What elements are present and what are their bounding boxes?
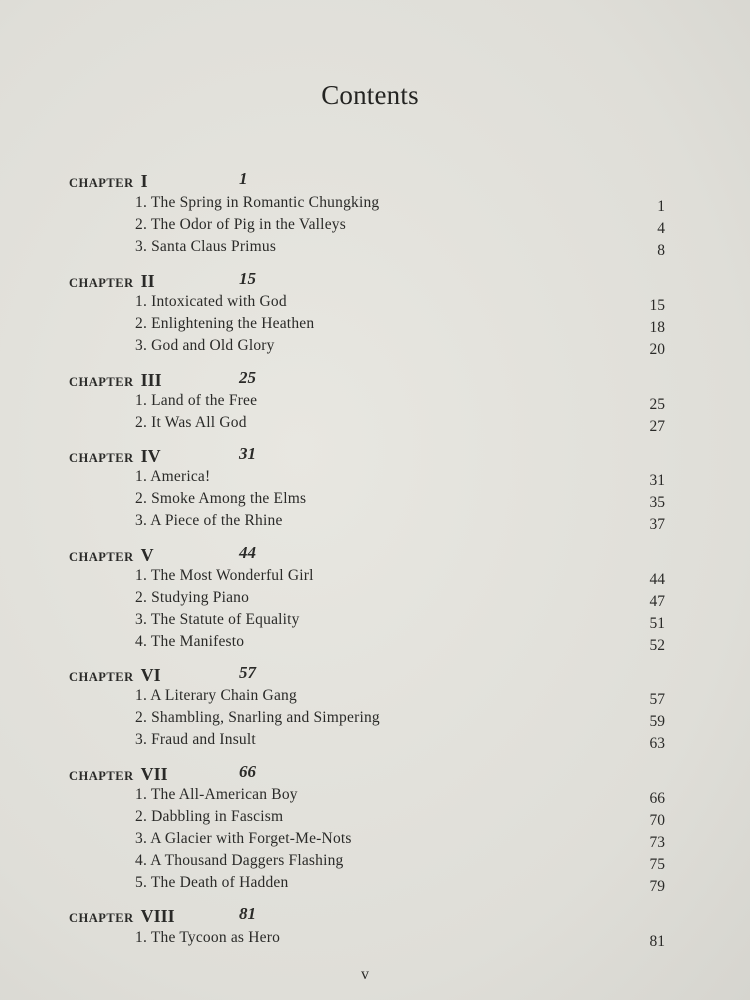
chapter-label: CHAPTER xyxy=(69,276,134,290)
entry-title: 3. A Glacier with Forget-Me-Nots xyxy=(135,830,352,847)
entry-title: 2. Dabbling in Fascism xyxy=(135,808,284,825)
toc-entry xyxy=(135,852,665,874)
entry-page: 57 xyxy=(649,691,665,708)
chapter-label: CHAPTER xyxy=(69,451,134,465)
toc-entry xyxy=(135,293,665,315)
chapter-page: 1 xyxy=(239,169,248,188)
page-title: Contents xyxy=(321,80,419,110)
toc-entry xyxy=(135,337,665,359)
entry-page: 75 xyxy=(649,856,665,873)
toc-entry xyxy=(135,929,665,951)
chapter-label: CHAPTER xyxy=(69,769,134,783)
toc-entry xyxy=(135,589,665,611)
entry-title: 3. A Piece of the Rhine xyxy=(135,512,283,529)
entry-page: 63 xyxy=(649,735,665,752)
entry-page: 31 xyxy=(649,472,665,489)
entry-page: 66 xyxy=(649,790,665,807)
toc-entry xyxy=(135,786,665,808)
chapter-label: CHAPTER xyxy=(69,375,134,389)
toc-entry xyxy=(135,567,665,589)
entry-page: 52 xyxy=(649,637,665,654)
entry-title: 3. The Statute of Equality xyxy=(135,611,300,628)
entry-page: 37 xyxy=(649,516,665,533)
chapter-numeral: VI xyxy=(140,665,161,685)
entry-title: 1. A Literary Chain Gang xyxy=(135,687,297,704)
entry-title: 4. The Manifesto xyxy=(135,633,245,650)
chapter-heading-1 xyxy=(69,171,389,195)
chapter-label: CHAPTER xyxy=(69,911,134,925)
chapter-page: 15 xyxy=(239,269,256,288)
entry-page: 59 xyxy=(649,713,665,730)
toc-entry xyxy=(135,731,665,753)
chapter-heading-3 xyxy=(69,370,389,394)
chapter-numeral: I xyxy=(140,171,148,191)
toc-entry xyxy=(135,633,665,655)
chapter-numeral: V xyxy=(140,545,154,565)
toc-entry xyxy=(135,874,665,896)
toc-entry xyxy=(135,216,665,238)
entry-title: 2. Enlightening the Heathen xyxy=(135,315,315,332)
entry-page: 25 xyxy=(649,396,665,413)
entry-page: 70 xyxy=(649,812,665,829)
entry-title: 1. The Spring in Romantic Chungking xyxy=(135,194,380,211)
toc-entry xyxy=(135,512,665,534)
chapter-label: CHAPTER xyxy=(69,176,134,190)
entry-title: 1. America! xyxy=(135,468,211,485)
toc-entry xyxy=(135,392,665,414)
chapter-numeral: IV xyxy=(140,446,161,466)
chapter-heading-2 xyxy=(69,271,389,295)
chapter-numeral: II xyxy=(140,271,155,291)
entry-page: 20 xyxy=(649,341,665,358)
chapter-numeral: VII xyxy=(140,764,168,784)
toc-entry xyxy=(135,709,665,731)
chapter-heading-8 xyxy=(69,906,389,930)
page-folio: v xyxy=(361,966,369,983)
entry-title: 2. Studying Piano xyxy=(135,589,250,606)
toc-entry xyxy=(135,808,665,830)
entry-page: 79 xyxy=(649,878,665,895)
entry-page: 1 xyxy=(657,198,665,215)
entry-page: 51 xyxy=(649,615,665,632)
chapter-heading-4 xyxy=(69,446,389,470)
toc-entry xyxy=(135,830,665,852)
chapter-page: 81 xyxy=(239,904,256,923)
entry-title: 3. Fraud and Insult xyxy=(135,731,256,748)
chapter-page: 25 xyxy=(239,368,256,387)
entry-page: 15 xyxy=(649,297,665,314)
toc-entry xyxy=(135,238,665,260)
toc-entry xyxy=(135,611,665,633)
toc-entry xyxy=(135,468,665,490)
entry-title: 1. The Most Wonderful Girl xyxy=(135,567,314,584)
toc-entry xyxy=(135,490,665,512)
entry-page: 8 xyxy=(657,242,665,259)
entry-title: 2. The Odor of Pig in the Valleys xyxy=(135,216,346,233)
toc-entry xyxy=(135,687,665,709)
chapter-heading-5 xyxy=(69,545,389,569)
entry-page: 47 xyxy=(649,593,665,610)
toc-entry xyxy=(135,414,665,436)
entry-page: 44 xyxy=(649,571,665,588)
chapter-page: 44 xyxy=(239,543,256,562)
toc-entry xyxy=(135,194,665,216)
chapter-page: 31 xyxy=(239,444,256,463)
chapter-page: 57 xyxy=(239,663,256,682)
chapter-label: CHAPTER xyxy=(69,670,134,684)
entry-title: 5. The Death of Hadden xyxy=(135,874,289,891)
entry-page: 27 xyxy=(649,418,665,435)
chapter-label: CHAPTER xyxy=(69,550,134,564)
entry-title: 1. Land of the Free xyxy=(135,392,258,409)
entry-title: 3. Santa Claus Primus xyxy=(135,238,277,255)
entry-title: 2. Shambling, Snarling and Simpering xyxy=(135,709,380,726)
entry-title: 2. Smoke Among the Elms xyxy=(135,490,307,507)
chapter-page: 66 xyxy=(239,762,256,781)
chapter-numeral: III xyxy=(140,370,162,390)
entry-title: 1. The Tycoon as Hero xyxy=(135,929,281,946)
chapter-heading-6 xyxy=(69,665,389,689)
entry-title: 1. The All-American Boy xyxy=(135,786,298,803)
entry-title: 4. A Thousand Daggers Flashing xyxy=(135,852,344,869)
entry-title: 2. It Was All God xyxy=(135,414,247,431)
toc-entry xyxy=(135,315,665,337)
chapter-heading-7 xyxy=(69,764,389,788)
entry-title: 3. God and Old Glory xyxy=(135,337,275,354)
entry-page: 35 xyxy=(649,494,665,511)
entry-page: 73 xyxy=(649,834,665,851)
entry-page: 4 xyxy=(657,220,665,237)
entry-page: 18 xyxy=(649,319,665,336)
chapter-numeral: VIII xyxy=(140,906,175,926)
entry-page: 81 xyxy=(649,933,665,950)
entry-title: 1. Intoxicated with God xyxy=(135,293,287,310)
